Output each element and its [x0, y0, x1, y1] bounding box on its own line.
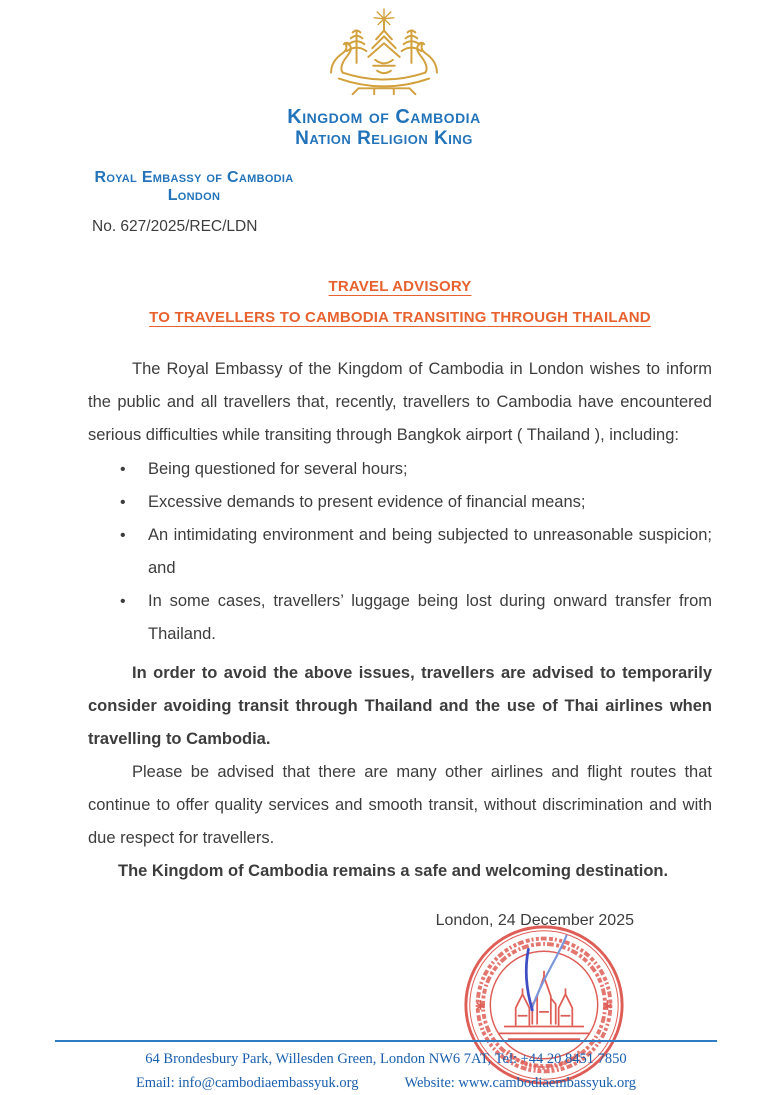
footer	[55, 1040, 717, 1095]
embassy-name: Royal Embassy of Cambodia	[94, 169, 294, 186]
letter-body	[88, 353, 712, 1095]
list-item: • Excessive demands to present evidence of financial means;	[88, 486, 712, 519]
list-item: • Being questioned for several hours;	[88, 453, 712, 486]
reference-number: No. 627/2025/REC/LDN	[92, 218, 258, 235]
letterhead	[0, 0, 768, 149]
paragraph-intro: The Royal Embassy of the Kingdom of Cambodia in London wishes to inform the public and all travellers that, recently, travellers to Cambodia have encountered serious difficulties while transiting through Bangkok airport ( Thailand ), including:	[88, 360, 712, 444]
paragraph-alternatives: Please be advised that there are many other airlines and flight routes that continue to offer quality services and smooth transit, without discrimination and with due respect for travellers.	[88, 763, 712, 847]
royal-arms-of-cambodia-emblem	[325, 6, 443, 104]
dateline: London, 24 December 2025	[435, 912, 634, 929]
list-item: • In some cases, travellers’ luggage being lost during onward transfer from Thailand.	[88, 585, 712, 651]
list-item: • An intimidating environment and being subjected to unreasonable suspicion; and	[88, 519, 712, 585]
paragraph-closing: The Kingdom of Cambodia remains a safe and welcoming destination.	[118, 862, 669, 880]
embassy-city: London	[167, 187, 221, 204]
advisory-title: TRAVEL ADVISORY	[328, 278, 472, 295]
advisory-heading	[88, 278, 712, 326]
embassy-name-block	[58, 169, 330, 205]
footer-address: 64 Brondesbury Park, Willesden Green, London NW6 7AT, Tel: +44 20 8451 7850	[145, 1051, 627, 1067]
advisory-subtitle: TO TRAVELLERS TO CAMBODIA TRANSITING THROUGH THAILAND	[149, 309, 651, 326]
footer-email: Email: info@cambodiaembassyuk.org	[135, 1075, 359, 1091]
kingdom-title: Kingdom of Cambodia	[287, 106, 481, 128]
issues-list	[88, 453, 712, 651]
paragraph-advice: In order to avoid the above issues, travellers are advised to temporarily consider avoiding transit through Thailand and the use of Thai airlines when travelling to Cambodia.	[88, 664, 712, 748]
national-motto: Nation Religion King	[295, 128, 473, 149]
footer-website: Website: www.cambodiaembassyuk.org	[404, 1075, 637, 1091]
